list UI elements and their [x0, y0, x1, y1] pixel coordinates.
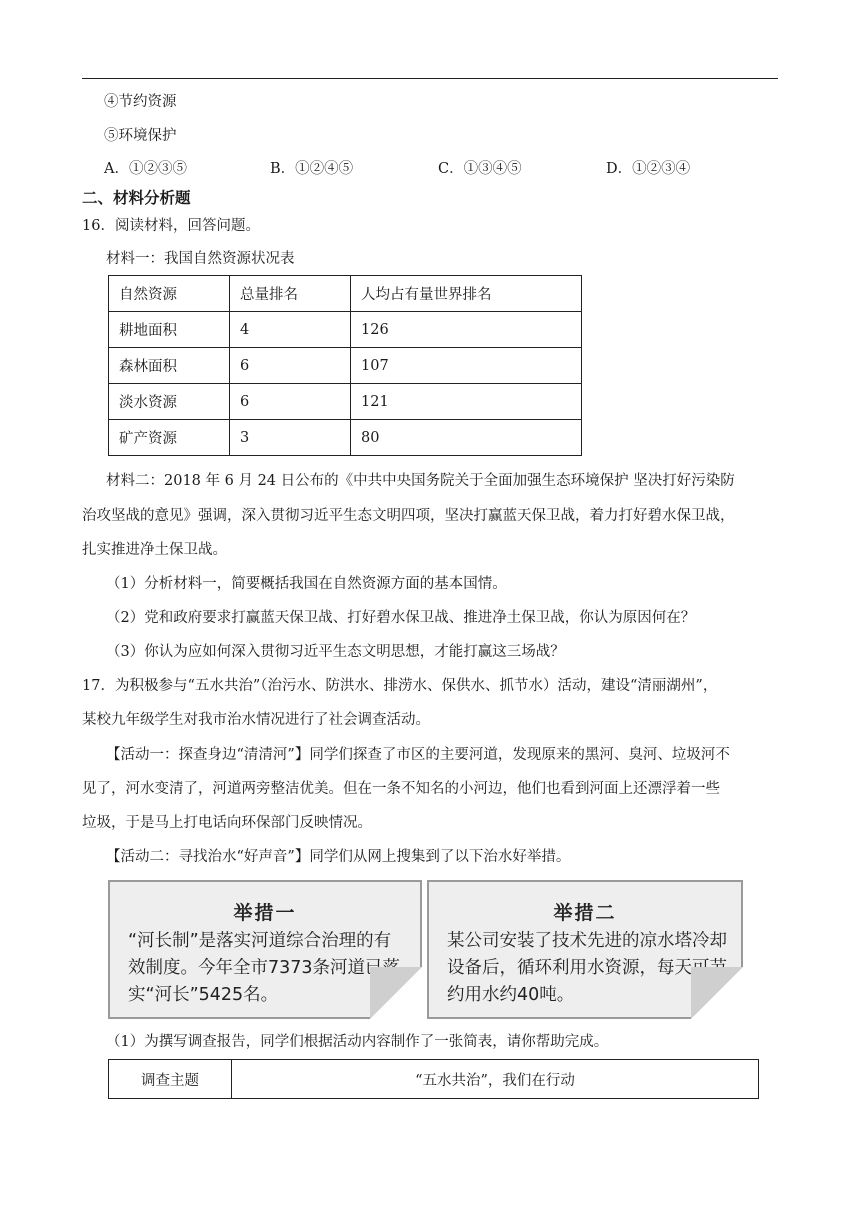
q16-sub1: （1）分析材料一，简要概括我国在自然资源方面的基本国情。 [106, 576, 507, 592]
survey-value: “五水共治”，我们在行动 [232, 1060, 759, 1099]
page-curl-icon [691, 967, 743, 1019]
card-title: 举措一 [233, 902, 297, 924]
table-cell: 6 [230, 384, 351, 420]
choice-text: ①②③④ [632, 161, 691, 177]
q16-sub3: （3）你认为应如何深入贯彻习近平生态文明思想，才能打赢这三场战？ [106, 644, 565, 660]
activity1-line: 见了，河水变清了，河道两旁整洁优美。但在一条不知名的小河边，他们也看到河面上还漂浮着一些 [82, 781, 720, 797]
choice-b[interactable] [270, 157, 353, 178]
activity1-line: 垃圾，于是马上打电话向环保部门反映情况。 [82, 815, 372, 831]
survey-table [108, 1059, 759, 1099]
option-item-5: ⑤环境保护 [104, 128, 177, 144]
header-rule [82, 78, 778, 79]
table-row [109, 348, 582, 384]
page-curl-icon [370, 967, 422, 1019]
q17-stem-line: 某校九年级学生对我市治水情况进行了社会调查活动。 [82, 712, 430, 728]
table-row [109, 420, 582, 456]
material2-line: 扎实推进净土保卫战。 [82, 542, 227, 558]
choice-text: ①②④⑤ [295, 161, 354, 177]
card-body: 某公司安装了技术先进的凉水塔冷却设备后，循环利用水资源，每天可节约用水约40吨。 [447, 931, 727, 1005]
choice-d[interactable] [606, 157, 690, 178]
q16-sub2: （2）党和政府要求打赢蓝天保卫战、打好碧水保卫战、推进净土保卫战，你认为原因何在？ [106, 610, 696, 626]
table-cell: 淡水资源 [109, 384, 230, 420]
table-cell: 80 [351, 420, 582, 456]
table-header: 总量排名 [230, 276, 351, 312]
q17-stem-line: 17．为积极参与“五水共治”（治污水、防洪水、排涝水、保供水、抓节水）活动，建设“清丽湖州”， [82, 678, 718, 694]
activity1-line: 【活动一：探查身边“清清河”】同学们探查了市区的主要河道，发现原来的黑河、臭河、垃圾河不 [106, 747, 730, 763]
material1-label: 材料一：我国自然资源状况表 [106, 251, 295, 267]
activity2-text: 【活动二：寻找治水“好声音”】同学们从网上搜集到了以下治水好举措。 [106, 849, 571, 865]
table-header: 自然资源 [109, 276, 230, 312]
choice-letter: B． [270, 161, 296, 177]
section-title: 二、材料分析题 [82, 189, 191, 207]
table-row [109, 312, 582, 348]
survey-label: 调查主题 [109, 1060, 232, 1099]
table-row [109, 384, 582, 420]
measure-card-2 [427, 880, 743, 1019]
resource-table [108, 275, 582, 456]
material2-line: 材料二：2018 年 6 月 24 日公布的《中共中央国务院关于全面加强生态环境保护 坚决打好污染防 [106, 473, 735, 489]
card-body: “河长制”是落实河道综合治理的有效制度。今年全市7373条河道已落实“河长”5425名。 [128, 931, 401, 1005]
q16-stem: 16．阅读材料，回答问题。 [82, 218, 260, 234]
table-cell: 6 [230, 348, 351, 384]
option-item-4: ④节约资源 [104, 94, 177, 110]
choice-c[interactable] [438, 157, 522, 178]
q17-sub1: （1）为撰写调查报告，同学们根据活动内容制作了一张简表，请你帮助完成。 [106, 1034, 609, 1050]
choice-a[interactable] [104, 157, 187, 178]
choice-letter: D． [606, 161, 633, 177]
table-cell: 3 [230, 420, 351, 456]
table-cell: 107 [351, 348, 582, 384]
measure-card-1 [108, 880, 422, 1019]
material2-line: 治攻坚战的意见》强调，深入贯彻习近平生态文明四项，坚决打赢蓝天保卫战，着力打好碧水保卫战， [82, 508, 735, 524]
table-cell: 森林面积 [109, 348, 230, 384]
card-title: 举措二 [553, 902, 617, 924]
table-cell: 矿产资源 [109, 420, 230, 456]
table-cell: 121 [351, 384, 582, 420]
choice-letter: A． [104, 161, 129, 177]
table-cell: 耕地面积 [109, 312, 230, 348]
table-cell: 4 [230, 312, 351, 348]
choice-text: ①②③⑤ [128, 161, 187, 177]
table-header-row [109, 276, 582, 312]
choice-letter: C． [438, 161, 464, 177]
table-row [109, 1060, 759, 1099]
table-header: 人均占有量世界排名 [351, 276, 582, 312]
table-cell: 126 [351, 312, 582, 348]
choice-text: ①③④⑤ [463, 161, 522, 177]
